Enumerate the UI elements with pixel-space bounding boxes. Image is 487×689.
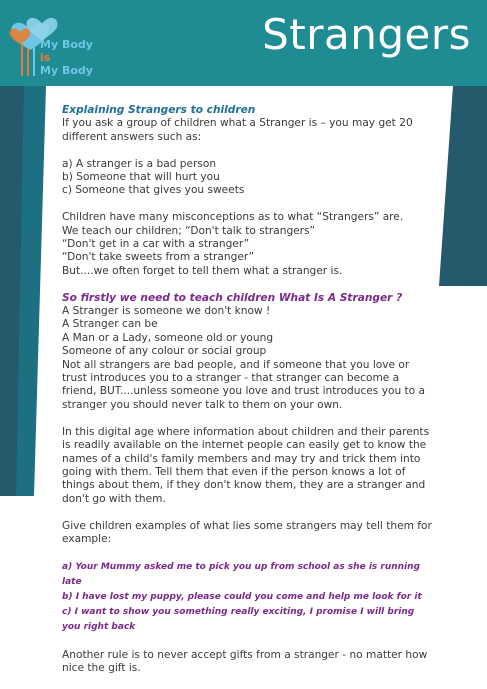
right-decorative-band — [439, 86, 487, 286]
text-line: But....we often forget to tell them what a stranger is. — [62, 264, 343, 277]
text-line: We teach our children; “Don't talk to strangers” — [62, 224, 316, 237]
paragraph: Another rule is to never accept gifts from a stranger - no matter how nice the gift is. — [62, 648, 428, 675]
paragraph: In this digital age where information about children and their parents is readily available on the internet people can easily get to know the names of a child's family members and may try and trick them into going with them. Tell them that even if the person knows a lot of things about them, if they don't know them, they are a stranger and don't go with them. — [62, 425, 430, 505]
text-line: “Don't take sweets from a stranger” — [62, 251, 255, 264]
intro-text: If you ask a group of children what a Stranger is – you may get 20 different answers such as: — [62, 117, 413, 143]
left-decorative-band — [0, 86, 46, 496]
misconceptions-block — [62, 211, 432, 278]
logo-text — [40, 38, 93, 77]
text-line: Children have many misconceptions as to what “Strangers” are. — [62, 211, 404, 224]
section-heading: So firstly we need to teach children What Is A Stranger ? — [62, 291, 403, 304]
paragraph: Not all strangers are bad people, and if someone that you love or trust introduces you to a stranger - that stranger can become a friend, BUT....unless someone you love and trust introduces you to a stranger you should never talk to them on your own. — [62, 358, 426, 411]
list-item: a) A stranger is a bad person — [62, 157, 217, 170]
list-item: c) Someone that gives you sweets — [62, 184, 245, 197]
what-is-stranger-block — [62, 292, 432, 413]
examples-list — [62, 560, 432, 635]
answers-list — [62, 158, 432, 198]
text-line: A Man or a Lady, someone old or young — [62, 331, 274, 344]
section-heading: Explaining Strangers to children — [62, 104, 256, 116]
article-body — [62, 104, 432, 689]
text-line: Someone of any colour or social group — [62, 345, 267, 358]
logo-line-3: My Body — [40, 64, 93, 77]
list-item: b) I have lost my puppy, please could you come and help me look for it — [62, 591, 422, 602]
logo-line-1: My Body — [40, 38, 93, 51]
page-title: Strangers — [262, 10, 471, 59]
list-item: b) Someone that will hurt you — [62, 171, 220, 184]
text-line: A Stranger can be — [62, 318, 158, 331]
list-item: a) Your Mummy asked me to pick you up from school as she is running late — [62, 561, 420, 587]
text-line: A Stranger is someone we don't know ! — [62, 305, 271, 318]
logo-line-2: is — [40, 51, 51, 64]
paragraph: Give children examples of what lies some strangers may tell them for example: — [62, 519, 432, 545]
list-item: c) I want to show you something really exciting, I promise I will bring you right back — [62, 606, 415, 632]
text-line: “Don't get in a car with a stranger” — [62, 238, 250, 251]
